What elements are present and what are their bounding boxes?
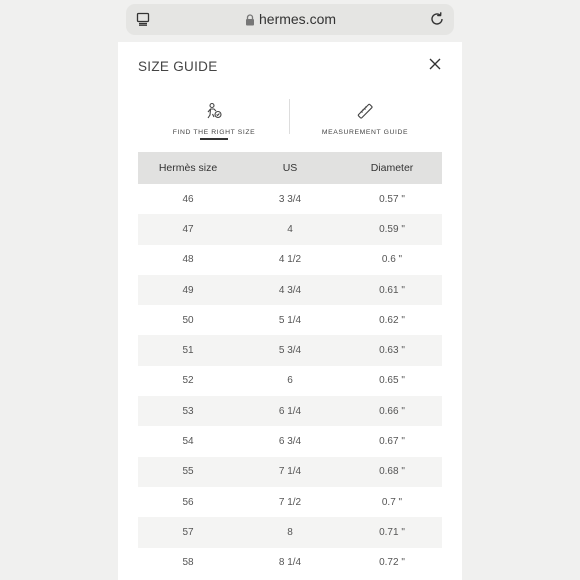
tab-measurement-guide[interactable] bbox=[314, 102, 416, 136]
tab-find-right-size[interactable] bbox=[166, 102, 262, 136]
tabs-icon[interactable] bbox=[136, 12, 150, 31]
hermes-size-cell: 50 bbox=[182, 314, 194, 326]
column-header-us: US bbox=[238, 152, 342, 184]
us-size-cell: 5 3/4 bbox=[238, 335, 342, 365]
us-size-cell: 6 3/4 bbox=[278, 436, 302, 448]
size-table bbox=[138, 152, 442, 578]
diameter-cell: 0.71 " bbox=[342, 517, 442, 547]
diameter-cell: 0.7 " bbox=[381, 496, 403, 508]
us-size-cell: 4 1/2 bbox=[278, 254, 302, 266]
hermes-size-cell: 47 bbox=[138, 214, 238, 244]
table-row bbox=[138, 305, 442, 335]
hermes-size-cell: 48 bbox=[182, 254, 194, 266]
diameter-cell: 0.68 " bbox=[342, 457, 442, 487]
table-row bbox=[138, 396, 442, 426]
table-row bbox=[138, 214, 442, 244]
us-size-cell: 7 1/4 bbox=[238, 457, 342, 487]
hermes-size-cell: 52 bbox=[182, 375, 194, 387]
size-guide-panel bbox=[118, 42, 462, 580]
table-row bbox=[138, 366, 442, 396]
tab-divider bbox=[289, 99, 290, 134]
hermes-size-cell: 56 bbox=[182, 496, 194, 508]
table-row bbox=[138, 184, 442, 214]
hermes-size-cell: 49 bbox=[138, 275, 238, 305]
diameter-cell: 0.57 " bbox=[379, 193, 405, 205]
hermes-size-cell: 51 bbox=[138, 335, 238, 365]
table-row bbox=[138, 487, 442, 517]
diameter-cell: 0.65 " bbox=[379, 375, 405, 387]
hermes-size-cell: 55 bbox=[138, 457, 238, 487]
hermes-size-cell: 58 bbox=[182, 557, 194, 569]
table-row bbox=[138, 335, 442, 365]
hermes-size-cell: 46 bbox=[182, 193, 194, 205]
hermes-size-cell: 57 bbox=[138, 517, 238, 547]
person-check-icon bbox=[205, 107, 223, 124]
table-row bbox=[138, 275, 442, 305]
diameter-cell: 0.66 " bbox=[342, 396, 442, 426]
column-header-diameter: Diameter bbox=[342, 152, 442, 184]
us-size-cell: 7 1/2 bbox=[278, 496, 302, 508]
table-row bbox=[138, 245, 442, 275]
table-row bbox=[138, 548, 442, 578]
diameter-cell: 0.62 " bbox=[379, 314, 405, 326]
diameter-cell: 0.67 " bbox=[379, 436, 405, 448]
ruler-icon bbox=[356, 107, 374, 124]
address-bar[interactable] bbox=[126, 4, 454, 35]
reload-icon[interactable] bbox=[429, 11, 445, 32]
diameter-cell: 0.72 " bbox=[379, 557, 405, 569]
diameter-cell: 0.59 " bbox=[342, 214, 442, 244]
url-text[interactable]: hermes.com bbox=[259, 11, 337, 27]
us-size-cell: 3 3/4 bbox=[278, 193, 302, 205]
us-size-cell: 8 bbox=[238, 517, 342, 547]
lock-icon bbox=[245, 13, 255, 31]
us-size-cell: 6 1/4 bbox=[238, 396, 342, 426]
table-row bbox=[138, 457, 442, 487]
tab-label: FIND THE RIGHT SIZE bbox=[172, 129, 256, 136]
diameter-cell: 0.6 " bbox=[381, 254, 403, 266]
table-row bbox=[138, 426, 442, 456]
hermes-size-cell: 54 bbox=[182, 436, 194, 448]
us-size-cell: 5 1/4 bbox=[278, 314, 302, 326]
page-title: SIZE GUIDE bbox=[138, 59, 218, 74]
hermes-size-cell: 53 bbox=[138, 396, 238, 426]
table-header-row bbox=[138, 152, 442, 184]
column-header-hermes-size: Hermès size bbox=[138, 152, 238, 184]
us-size-cell: 4 bbox=[238, 214, 342, 244]
us-size-cell: 4 3/4 bbox=[238, 275, 342, 305]
table-body bbox=[138, 184, 442, 578]
active-tab-indicator bbox=[200, 138, 228, 140]
diameter-cell: 0.63 " bbox=[342, 335, 442, 365]
table-row bbox=[138, 517, 442, 547]
us-size-cell: 6 bbox=[287, 375, 293, 387]
close-icon[interactable] bbox=[429, 57, 443, 71]
us-size-cell: 8 1/4 bbox=[278, 557, 302, 569]
diameter-cell: 0.61 " bbox=[342, 275, 442, 305]
tab-label: MEASUREMENT GUIDE bbox=[321, 129, 409, 136]
